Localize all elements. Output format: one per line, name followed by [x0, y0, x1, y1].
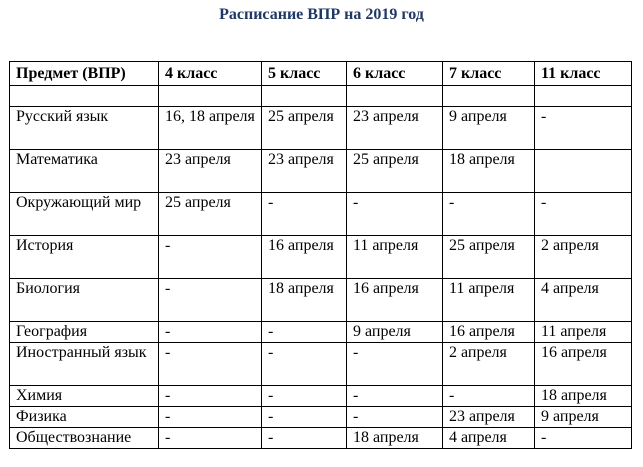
date-cell-grade-5: 18 апреля — [262, 279, 347, 322]
subject-cell: Математика — [10, 150, 159, 193]
table-row — [10, 322, 632, 343]
date-cell-grade-5: - — [262, 343, 347, 386]
date-cell-grade-6: - — [347, 407, 443, 428]
date-cell-grade-7: 18 апреля — [443, 150, 535, 193]
date-cell-grade-5: - — [262, 407, 347, 428]
date-cell-grade-11: 18 апреля — [535, 386, 632, 407]
empty-cell — [535, 86, 632, 107]
date-cell-grade-5: - — [262, 322, 347, 343]
date-cell-grade-6: - — [347, 193, 443, 236]
date-cell-grade-7: - — [443, 386, 535, 407]
table-row — [10, 386, 632, 407]
date-cell-grade-4: 25 апреля — [159, 193, 262, 236]
date-cell-grade-7: 16 апреля — [443, 322, 535, 343]
empty-row — [10, 86, 632, 107]
empty-cell — [10, 86, 159, 107]
date-cell-grade-6: 25 апреля — [347, 150, 443, 193]
empty-cell — [262, 86, 347, 107]
empty-cell — [159, 86, 262, 107]
date-cell-grade-6: 11 апреля — [347, 236, 443, 279]
table-row — [10, 407, 632, 428]
empty-cell — [443, 86, 535, 107]
schedule-table — [9, 61, 632, 449]
date-cell-grade-4: 16, 18 апреля — [159, 107, 262, 150]
table-row — [10, 343, 632, 386]
date-cell-grade-7: 4 апреля — [443, 428, 535, 449]
date-cell-grade-4: - — [159, 343, 262, 386]
empty-cell — [347, 86, 443, 107]
date-cell-grade-4: - — [159, 428, 262, 449]
table-row — [10, 428, 632, 449]
date-cell-grade-11: 2 апреля — [535, 236, 632, 279]
page-title: Расписание ВПР на 2019 год — [219, 6, 424, 23]
date-cell-grade-6: - — [347, 386, 443, 407]
table-row — [10, 150, 632, 193]
date-cell-grade-6: 18 апреля — [347, 428, 443, 449]
subject-cell: Окружающий мир — [10, 193, 159, 236]
date-cell-grade-11: - — [535, 193, 632, 236]
date-cell-grade-4: 23 апреля — [159, 150, 262, 193]
date-cell-grade-7: 23 апреля — [443, 407, 535, 428]
header-grade-11: 11 класс — [535, 62, 632, 86]
header-grade-5: 5 класс — [262, 62, 347, 86]
subject-cell: Химия — [10, 386, 159, 407]
header-subject: Предмет (ВПР) — [10, 62, 159, 86]
header-grade-4: 4 класс — [159, 62, 262, 86]
date-cell-grade-7: 9 апреля — [443, 107, 535, 150]
date-cell-grade-6: 9 апреля — [347, 322, 443, 343]
table-row — [10, 236, 632, 279]
date-cell-grade-11: 16 апреля — [535, 343, 632, 386]
header-row — [10, 62, 632, 86]
date-cell-grade-7: 25 апреля — [443, 236, 535, 279]
subject-cell: Обществознание — [10, 428, 159, 449]
subject-cell: География — [10, 322, 159, 343]
date-cell-grade-11: - — [535, 107, 632, 150]
date-cell-grade-5: - — [262, 428, 347, 449]
date-cell-grade-11 — [535, 150, 632, 193]
table-row — [10, 279, 632, 322]
subject-cell: Русский язык — [10, 107, 159, 150]
date-cell-grade-5: - — [262, 193, 347, 236]
date-cell-grade-7: - — [443, 193, 535, 236]
date-cell-grade-5: 23 апреля — [262, 150, 347, 193]
date-cell-grade-4: - — [159, 279, 262, 322]
date-cell-grade-6: 16 апреля — [347, 279, 443, 322]
date-cell-grade-7: 11 апреля — [443, 279, 535, 322]
date-cell-grade-5: 16 апреля — [262, 236, 347, 279]
subject-cell: История — [10, 236, 159, 279]
table-row — [10, 107, 632, 150]
date-cell-grade-6: - — [347, 343, 443, 386]
date-cell-grade-4: - — [159, 386, 262, 407]
date-cell-grade-11: 9 апреля — [535, 407, 632, 428]
date-cell-grade-11: 11 апреля — [535, 322, 632, 343]
date-cell-grade-4: - — [159, 407, 262, 428]
date-cell-grade-4: - — [159, 322, 262, 343]
date-cell-grade-11: 4 апреля — [535, 279, 632, 322]
header-grade-6: 6 класс — [347, 62, 443, 86]
date-cell-grade-5: 25 апреля — [262, 107, 347, 150]
date-cell-grade-11: - — [535, 428, 632, 449]
date-cell-grade-4: - — [159, 236, 262, 279]
subject-cell: Иностранный язык — [10, 343, 159, 386]
date-cell-grade-7: 2 апреля — [443, 343, 535, 386]
date-cell-grade-6: 23 апреля — [347, 107, 443, 150]
header-grade-7: 7 класс — [443, 62, 535, 86]
table-row — [10, 193, 632, 236]
subject-cell: Биология — [10, 279, 159, 322]
subject-cell: Физика — [10, 407, 159, 428]
date-cell-grade-5: - — [262, 386, 347, 407]
